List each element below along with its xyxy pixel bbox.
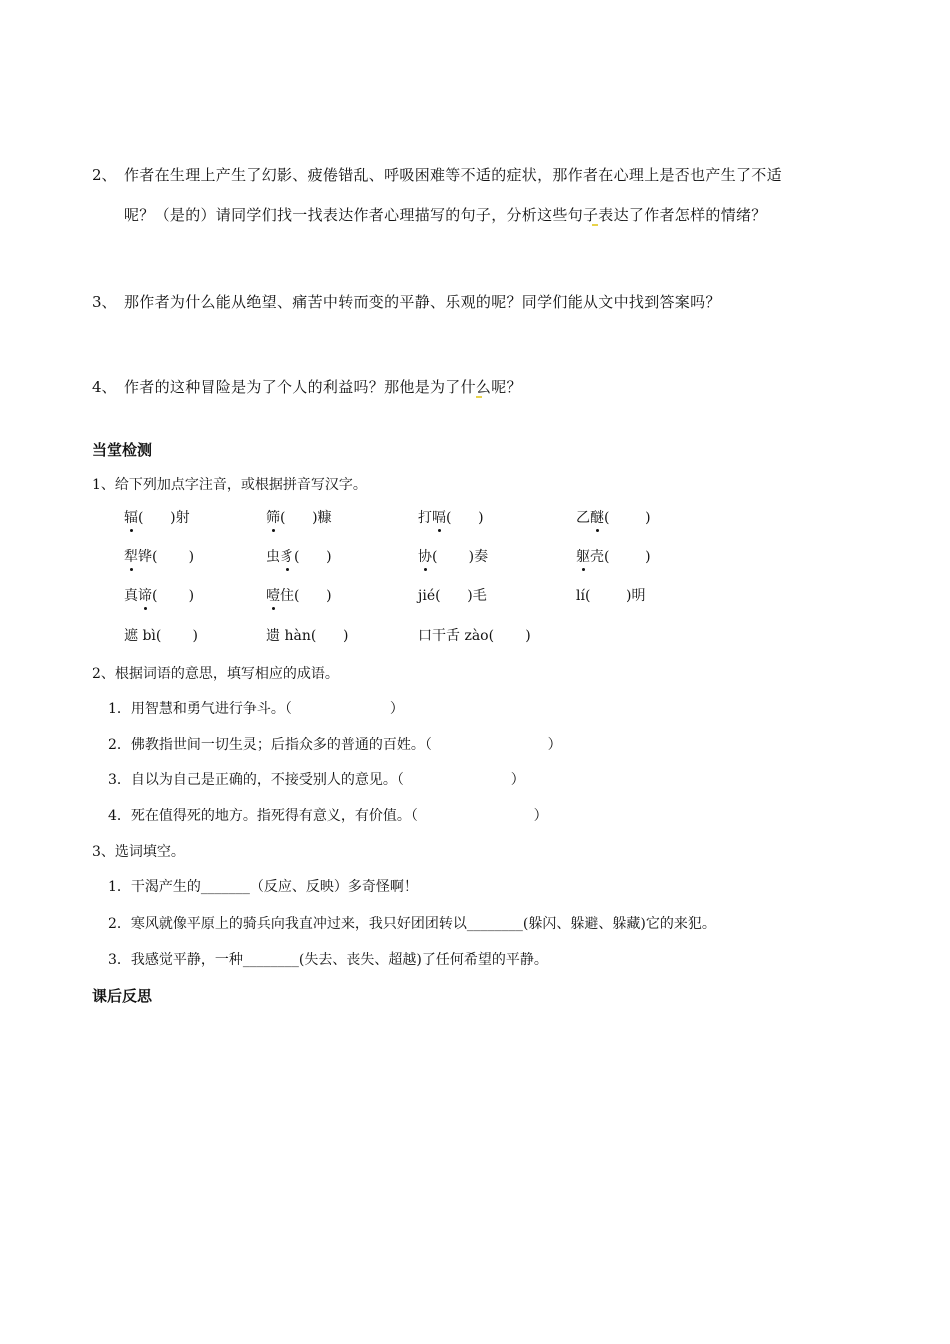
pinyin-item: lí( )明 <box>576 588 646 604</box>
dotted-character: 嗝 <box>432 507 446 527</box>
exercise-2-item: 1．用智慧和勇气进行争斗。（ ） <box>108 701 404 717</box>
exercise-3-item: 1．干渴产生的_______（反应、反映）多奇怪啊！ <box>108 879 418 895</box>
dotted-character: 噎 <box>266 585 280 605</box>
question-2-number: 2、 <box>92 166 117 184</box>
question-3-line-1: 那作者为什么能从绝望、痛苦中转而变的平静、乐观的呢？同学们能从文中找到答案吗？ <box>124 293 721 311</box>
dotted-character: 筛 <box>266 507 280 527</box>
pinyin-item: jié( )毛 <box>418 588 487 604</box>
highlight-mark <box>476 396 482 398</box>
dotted-character: 豸 <box>280 546 294 566</box>
question-3-number: 3、 <box>92 293 117 311</box>
section-title-reflection: 课后反思 <box>92 987 153 1005</box>
pinyin-item: 遗 hàn( ) <box>266 628 349 644</box>
section-title-class-test: 当堂检测 <box>92 441 153 459</box>
exercise-2-item: 2．佛教指世间一切生灵；后指众多的普通的百姓。（ ） <box>108 737 562 753</box>
dotted-character: 辐 <box>124 507 138 527</box>
dotted-character: 醚 <box>590 507 604 527</box>
pinyin-item: 口干舌 zào( ) <box>418 628 531 644</box>
dotted-character: 躯 <box>576 546 590 566</box>
exercise-3-title: 3、选词填空。 <box>92 844 185 860</box>
dotted-character: 协 <box>418 546 432 566</box>
question-4-number: 4、 <box>92 378 117 396</box>
pinyin-item: 躯壳( ) <box>576 546 651 566</box>
exercise-2-item: 4．死在值得死的地方。指死得有意义，有价值。（ ） <box>108 808 548 824</box>
question-2-line-2: 呢？（是的）请同学们找一找表达作者心理描写的句子，分析这些句子表达了作者怎样的情绪？ <box>124 206 767 224</box>
exercise-3-item: 3．我感觉平静，一种________(失去、丧失、超越)了任何希望的平静。 <box>108 952 548 968</box>
exercise-2-title: 2、根据词语的意思，填写相应的成语。 <box>92 666 339 682</box>
exercise-2-item: 3．自以为自己是正确的，不接受别人的意见。（ ） <box>108 772 525 788</box>
pinyin-item: 乙醚( ) <box>576 507 651 527</box>
pinyin-item: 协( )奏 <box>418 546 488 566</box>
pinyin-item: 虫豸( ) <box>266 546 332 566</box>
pinyin-item: 打嗝( ) <box>418 507 484 527</box>
dotted-character: 犁 <box>124 546 138 566</box>
pinyin-item: 噎住( ) <box>266 585 332 605</box>
pinyin-item: 真谛( ) <box>124 585 194 605</box>
question-2-line-1: 作者在生理上产生了幻影、疲倦错乱、呼吸困难等不适的症状，那作者在心理上是否也产生了不适 <box>124 166 782 184</box>
dotted-character: 谛 <box>138 585 152 605</box>
pinyin-item: 辐( )射 <box>124 507 190 527</box>
question-4-line-1: 作者的这种冒险是为了个人的利益吗？那他是为了什么呢？ <box>124 378 522 396</box>
pinyin-item: 遮 bì( ) <box>124 628 198 644</box>
exercise-1-title: 1、给下列加点字注音，或根据拼音写汉字。 <box>92 477 367 493</box>
pinyin-item: 筛( )糠 <box>266 507 332 527</box>
highlight-mark <box>592 224 598 226</box>
exercise-3-item: 2．寒风就像平原上的骑兵向我直冲过来，我只好团团转以________(躲闪、躲避、躲藏)它的来犯。 <box>108 916 716 932</box>
pinyin-item: 犁铧( ) <box>124 546 194 566</box>
